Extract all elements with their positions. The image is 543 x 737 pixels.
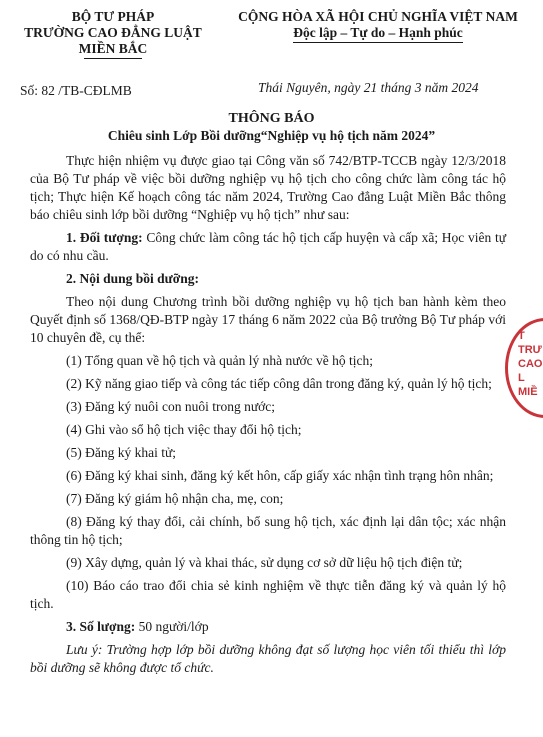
- topic-item: (5) Đăng ký khai tử;: [66, 445, 177, 460]
- stamp-text: CAO: [518, 358, 543, 370]
- issuer-underline: [84, 58, 142, 59]
- topic-item: (1) Tổng quan về hộ tịch và quản lý nhà nước về hộ tịch;: [66, 353, 374, 368]
- document-subtitle: Chiêu sinh Lớp Bồi dưỡng“Nghiệp vụ hộ tịch năm 2024”: [107, 128, 436, 143]
- topic-item: (7) Đăng ký giám hộ nhận cha, mẹ, con;: [66, 491, 284, 506]
- school-name-line2: MIỀN BẮC: [78, 41, 148, 56]
- national-motto: Độc lập – Tự do – Hạnh phúc: [293, 25, 463, 43]
- intro-paragraph: Thực hiện nhiệm vụ được giao tại Công văn số 742/BTP-TCCB ngày 12/3/2018 của Bộ Tư pháp về việc bồi dưỡng nghiệp vụ hộ tịch cho công chức làm công tác hộ tịch; Thực hiện Kế hoạch công tác năm 2024, Trường Cao đẳng Luật Miền Bắc thông báo chiêu sinh lớp bồi dưỡng “Nghiệp vụ hộ tịch” như sau:: [30, 153, 506, 222]
- section-target-heading: 1. Đối tượng:: [66, 230, 143, 245]
- nation-name: CỘNG HÒA XÃ HỘI CHỦ NGHĨA VIỆT NAM: [238, 9, 518, 24]
- section-target-text: Công chức làm công tác hộ tịch cấp huyện và cấp xã; Học viên tự do có nhu cầu.: [30, 230, 507, 263]
- section-target: [30, 229, 506, 265]
- note-paragraph: Lưu ý: Trường hợp lớp bồi dưỡng không đạt số lượng học viên tối thiểu thì lớp bồi dưỡng sẽ không được tổ chức.: [30, 642, 506, 675]
- red-seal-stamp: [505, 318, 543, 418]
- national-heading: [222, 9, 534, 43]
- document-number: Số: 82 /TB-CĐLMB: [20, 83, 132, 98]
- topic-item: (10) Báo cáo trao đổi chia sẻ kinh nghiệm về thực tiễn đăng ký và quản lý hộ tịch.: [30, 578, 506, 611]
- topic-item: (4) Ghi vào sổ hộ tịch việc thay đổi hộ tịch;: [66, 422, 302, 437]
- topic-item: (2) Kỹ năng giao tiếp và công tác tiếp công dân trong đăng ký, quản lý hộ tịch;: [66, 376, 492, 391]
- topic-item: (3) Đăng ký nuôi con nuôi trong nước;: [66, 399, 276, 414]
- place-and-date: Thái Nguyên, ngày 21 tháng 3 năm 2024: [258, 80, 479, 95]
- section-content-heading: 2. Nội dung bồi dưỡng:: [66, 271, 199, 286]
- section-quantity-text: 50 người/lớp: [135, 619, 209, 634]
- topic-item: (6) Đăng ký khai sinh, đăng ký kết hôn, cấp giấy xác nhận tình trạng hôn nhân;: [66, 468, 494, 483]
- stamp-text: T: [518, 330, 525, 342]
- ministry-name: BỘ TƯ PHÁP: [71, 9, 155, 24]
- document-body: [30, 152, 506, 682]
- stamp-text: MIỀ: [518, 386, 538, 398]
- topic-item: (8) Đăng ký thay đổi, cải chính, bổ sung hộ tịch, xác định lại dân tộc; xác nhận thông tin hộ tịch;: [30, 514, 506, 547]
- topic-item: (9) Xây dựng, quản lý và khai thác, sử dụng cơ sở dữ liệu hộ tịch điện tử;: [66, 555, 463, 570]
- section-quantity-heading: 3. Số lượng:: [66, 619, 136, 634]
- stamp-text: L: [518, 372, 525, 384]
- document-title: THÔNG BÁO: [228, 111, 315, 126]
- section-quantity: [30, 618, 506, 636]
- stamp-text: TRƯ: [518, 344, 542, 356]
- issuer-block: [18, 9, 208, 59]
- school-name-line1: TRƯỜNG CAO ĐẲNG LUẬT: [24, 25, 202, 40]
- section-content-text: Theo nội dung Chương trình bồi dưỡng nghiệp vụ hộ tịch ban hành kèm theo Quyết định số 1368/QĐ-BTP ngày 17 tháng 6 năm 2022 của Bộ trưởng Bộ Tư pháp với 10 chuyên đề, cụ thể:: [30, 294, 506, 345]
